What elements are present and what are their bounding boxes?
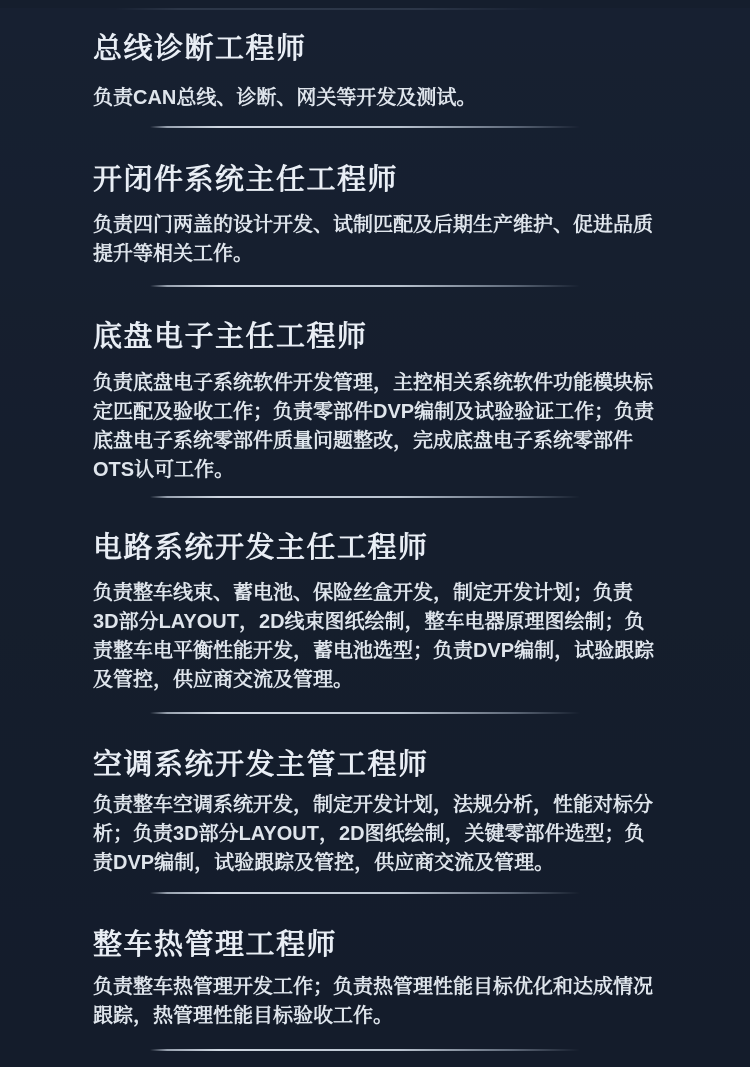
job-section bbox=[93, 746, 655, 878]
section-divider bbox=[150, 892, 580, 894]
job-title: 空调系统开发主管工程师 bbox=[93, 749, 429, 781]
section-divider bbox=[150, 126, 580, 128]
section-divider bbox=[150, 712, 580, 714]
job-section bbox=[93, 529, 655, 695]
job-section bbox=[93, 30, 655, 113]
job-listings-page bbox=[0, 8, 750, 1067]
job-description: 负责整车热管理开发工作；负责热管理性能目标优化和达成情况跟踪，热管理性能目标验收工作。 bbox=[93, 976, 653, 1027]
job-description: 负责底盘电子系统软件开发管理，主控相关系统软件功能模块标定匹配及验收工作；负责零部件DVP编制及试验验证工作；负责底盘电子系统零部件质量问题整改，完成底盘电子系统零部件OTS认可工作。 bbox=[93, 372, 655, 481]
job-description: 负责整车线束、蓄电池、保险丝盒开发，制定开发计划；负责3D部分LAYOUT，2D线束图纸绘制，整车电器原理图绘制；负责整车电平衡性能开发，蓄电池选型；负责DVP编制，试验跟踪及管控，供应商交流及管理。 bbox=[93, 582, 655, 691]
job-title: 电路系统开发主任工程师 bbox=[93, 532, 429, 564]
job-listings-content bbox=[0, 30, 750, 1051]
top-edge-line bbox=[115, 8, 545, 10]
job-description: 负责四门两盖的设计开发、试制匹配及后期生产维护、促进品质提升等相关工作。 bbox=[93, 214, 653, 265]
section-divider bbox=[150, 1049, 580, 1051]
job-title: 底盘电子主任工程师 bbox=[93, 321, 368, 353]
job-description: 负责CAN总线、诊断、网关等开发及测试。 bbox=[93, 87, 477, 109]
job-section bbox=[93, 161, 655, 269]
job-title: 总线诊断工程师 bbox=[93, 33, 307, 65]
job-section bbox=[93, 318, 655, 485]
job-section bbox=[93, 926, 655, 1031]
job-description: 负责整车空调系统开发，制定开发计划，法规分析，性能对标分析；负责3D部分LAYOUT，2D图纸绘制，关键零部件选型；负责DVP编制，试验跟踪及管控，供应商交流及管理。 bbox=[93, 794, 653, 874]
job-title: 整车热管理工程师 bbox=[93, 929, 338, 961]
job-title: 开闭件系统主任工程师 bbox=[93, 164, 399, 196]
section-divider bbox=[150, 285, 580, 287]
section-divider bbox=[150, 496, 580, 498]
